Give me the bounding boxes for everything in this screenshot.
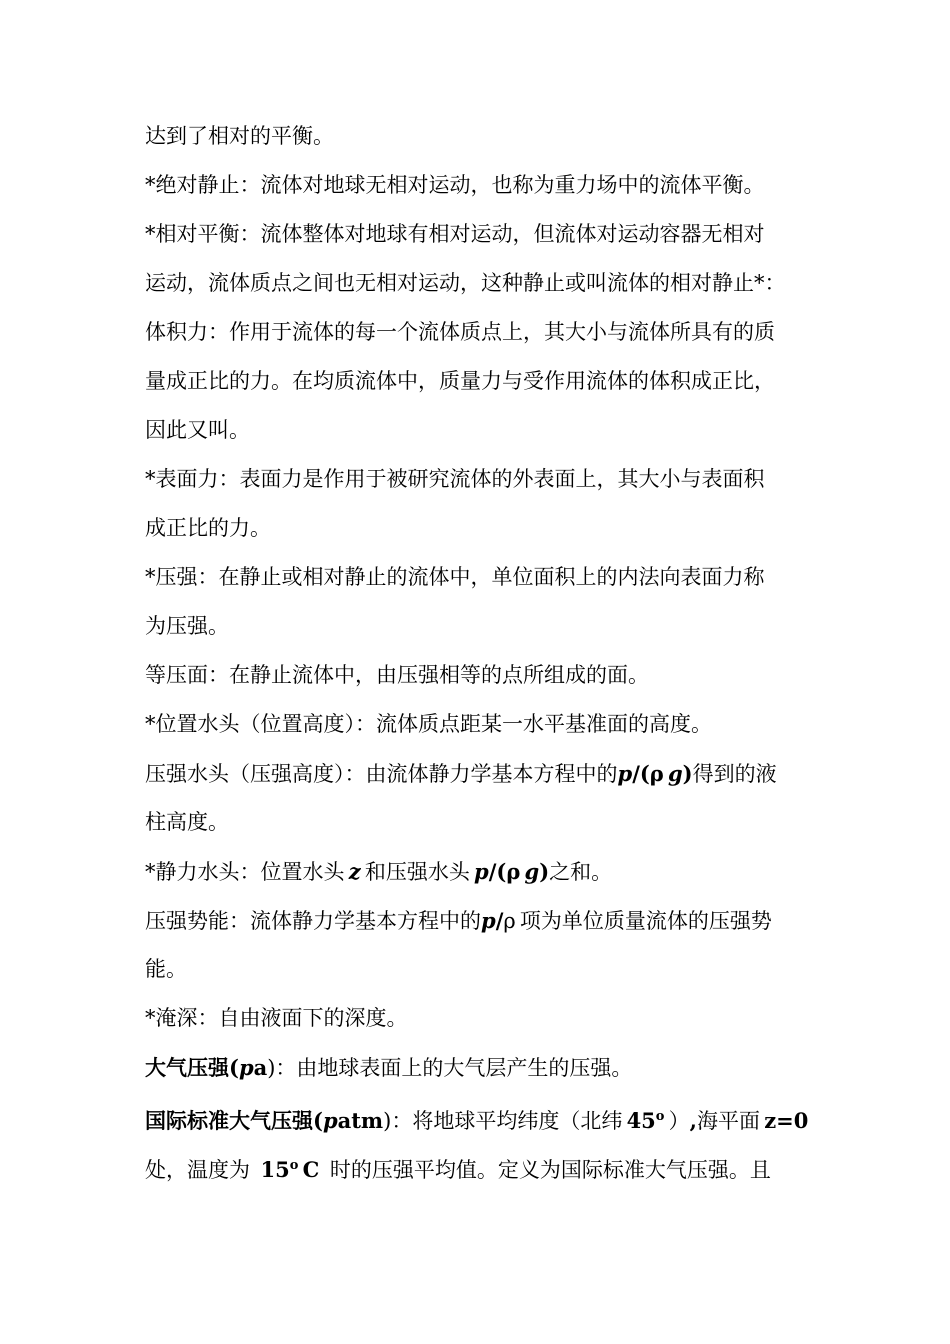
text-line-6: 量成正比的力。在均质流体中，质量力与受作用流体的体积成正比， bbox=[145, 369, 775, 393]
text-line-1: 达到了相对的平衡。 bbox=[145, 124, 334, 148]
text-line-17: 压强势能：流体静力学基本方程中的p/ρ 项为单位质量流体的压强势 bbox=[145, 908, 772, 933]
text-line-2: *绝对静止：流体对地球无相对运动，也称为重力场中的流体平衡。 bbox=[145, 173, 765, 197]
text-line-14: 压强水头（压强高度）：由流体静力学基本方程中的p/(ρ g)得到的液 bbox=[145, 761, 777, 786]
text-line-16: *静力水头：位置水头 z 和压强水头 p/(ρ g)之和。 bbox=[145, 859, 613, 884]
text-line-3: *相对平衡：流体整体对地球有相对运动，但流体对运动容器无相对 bbox=[145, 222, 765, 246]
text-line-20: 大气压强(pa)：由地球表面上的大气层产生的压强。 bbox=[145, 1055, 633, 1080]
text-line-12: 等压面：在静止流体中，由压强相等的点所组成的面。 bbox=[145, 663, 649, 687]
text-line-9: 成正比的力。 bbox=[145, 516, 271, 540]
text-line-10: *压强：在静止或相对静止的流体中，单位面积上的内法向表面力称 bbox=[145, 565, 765, 589]
text-line-19: *淹深：自由液面下的深度。 bbox=[145, 1006, 408, 1030]
document-page bbox=[145, 112, 810, 1190]
text-line-21: 国际标准大气压强(patm)：将地球平均纬度（北纬 45$^o$ ）,海平面 z=0 bbox=[145, 1108, 809, 1133]
text-line-15: 柱高度。 bbox=[145, 810, 229, 834]
text-line-22: 处，温度为 15$^o$ C 时的压强平均值。定义为国际标准大气压强。且 bbox=[145, 1157, 771, 1182]
text-line-13: *位置水头（位置高度）：流体质点距某一水平基准面的高度。 bbox=[145, 712, 712, 736]
text-line-18: 能。 bbox=[145, 957, 187, 981]
text-line-5: 体积力：作用于流体的每一个流体质点上，其大小与流体所具有的质 bbox=[145, 320, 775, 344]
text-line-4: 运动，流体质点之间也无相对运动，这种静止或叫流体的相对静止*： bbox=[145, 271, 786, 295]
text-line-8: *表面力：表面力是作用于被研究流体的外表面上，其大小与表面积 bbox=[145, 467, 765, 491]
text-line-11: 为压强。 bbox=[145, 614, 229, 638]
text-line-7: 因此又叫。 bbox=[145, 418, 250, 442]
